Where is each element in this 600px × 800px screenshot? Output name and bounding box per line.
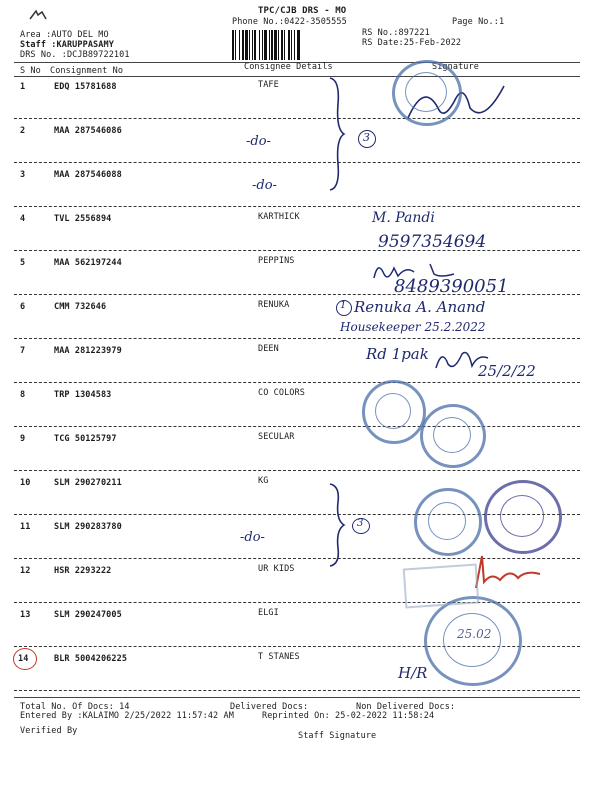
company-logo xyxy=(28,6,48,18)
entered-by: Entered By :KALAIMO 2/25/2022 11:57:42 AM xyxy=(20,711,234,721)
stamp-kg-1-inner-ring xyxy=(428,502,466,540)
row-sno: 10 xyxy=(20,478,31,488)
brace-note-bottom-text: 3 xyxy=(357,518,364,529)
row6-receiver-subnote: Housekeeper 25.2.2022 xyxy=(340,320,486,334)
stamp-co-colors xyxy=(362,380,426,444)
row-sno: 11 xyxy=(20,522,31,532)
row-consignment-no: MAA 287546088 xyxy=(54,170,122,180)
row-divider xyxy=(14,382,580,383)
stamp-elgi-date: 25.02 xyxy=(457,627,492,641)
barcode-bar xyxy=(271,30,273,60)
row-sno: 14 xyxy=(18,654,29,664)
brace-note-top-text: 3 xyxy=(363,131,370,144)
ditto-mark-row-2: -do- xyxy=(246,134,271,149)
row-consignment-no: TCG 50125797 xyxy=(54,434,117,444)
row-consignment-no: EDQ 15781688 xyxy=(54,82,117,92)
barcode-bar xyxy=(288,30,290,60)
row7-receiver-date: 25/2/22 xyxy=(478,362,536,380)
area-label: Area :AUTO DEL MO xyxy=(20,30,109,40)
row-consignee: TAFE xyxy=(258,80,279,90)
stamp-tafe xyxy=(392,60,462,126)
barcode-bar xyxy=(284,30,285,60)
brace-note-bottom xyxy=(352,518,370,534)
row-consignee: RENUKA xyxy=(258,300,290,310)
col-signature: Signature xyxy=(432,62,479,72)
row-consignment-no: SLM 290270211 xyxy=(54,478,122,488)
row-divider xyxy=(14,426,580,427)
ditto-mark-row-3: -do- xyxy=(252,178,277,193)
row7-signature xyxy=(432,344,492,374)
row-sno: 7 xyxy=(20,346,26,356)
barcode xyxy=(230,30,352,60)
staff-label: Staff :KARUPPASAMY xyxy=(20,40,114,50)
row-consignment-no: MAA 562197244 xyxy=(54,258,122,268)
row-consignment-no: TVL 2556894 xyxy=(54,214,112,224)
stamp-ur-kids xyxy=(403,563,480,608)
footer-rule xyxy=(14,697,580,698)
reprinted-on: Reprinted On: 25-02-2022 11:58:24 xyxy=(262,711,435,721)
barcode-bar xyxy=(278,30,279,60)
barcode-bar xyxy=(269,30,270,60)
barcode-bar xyxy=(252,30,253,60)
row-consignment-no: TRP 1304583 xyxy=(54,390,112,400)
row-divider xyxy=(14,690,580,691)
row7-receiver-note: Rd 1pak xyxy=(366,345,429,363)
barcode-bar xyxy=(297,30,300,60)
verified-by: Verified By xyxy=(20,726,78,736)
brace-note-top xyxy=(358,130,376,148)
row-consignment-no: MAA 287546086 xyxy=(54,126,122,136)
row-consignment-no: BLR 5004206225 xyxy=(54,654,128,664)
delivered-docs: Delivered Docs: xyxy=(230,702,309,712)
col-consignee: Consignee Details xyxy=(244,62,333,72)
row4-receiver-name: M. Pandi xyxy=(372,210,435,226)
row-consignment-no: SLM 290247005 xyxy=(54,610,122,620)
row-consignee: KG xyxy=(258,476,269,486)
row-consignment-no: MAA 281223979 xyxy=(54,346,122,356)
red-circle-mark xyxy=(13,648,37,670)
row12-red-signature xyxy=(470,552,550,592)
row-consignee: ELGI xyxy=(258,608,279,618)
row6-circled-number-text: 1 xyxy=(340,300,347,311)
row-sno: 4 xyxy=(20,214,26,224)
row6-receiver-note: Renuka A. Anand xyxy=(354,298,486,316)
stamp-kg-2-inner-ring xyxy=(500,495,544,537)
stamp-elgi xyxy=(424,596,522,686)
staff-signature-label: Staff Signature xyxy=(298,731,377,741)
row-consignment-no: HSR 2293222 xyxy=(54,566,112,576)
row-sno: 1 xyxy=(20,82,26,92)
barcode-bar xyxy=(242,30,244,60)
stamp-co-colors-inner-ring xyxy=(375,393,411,429)
row-sno: 8 xyxy=(20,390,26,400)
logo-mark-icon xyxy=(28,9,48,21)
phone-number: Phone No.:0422-3505555 xyxy=(232,17,347,27)
row-sno: 5 xyxy=(20,258,26,268)
barcode-bar xyxy=(262,30,263,60)
barcode-bar xyxy=(259,30,260,60)
row-consignee: KARTHICK xyxy=(258,212,300,222)
barcode-bar xyxy=(294,30,295,60)
barcode-bar xyxy=(264,30,267,60)
row-consignee: PEPPINS xyxy=(258,256,295,266)
col-sno: S No xyxy=(20,66,41,76)
row-consignee: CO COLORS xyxy=(258,388,305,398)
row-sno: 9 xyxy=(20,434,26,444)
row-consignee: DEEN xyxy=(258,344,279,354)
header-rule-bottom xyxy=(14,76,580,77)
rs-date: RS Date:25-Feb-2022 xyxy=(362,38,462,48)
row-consignee: UR KIDS xyxy=(258,564,295,574)
barcode-bar xyxy=(249,30,250,60)
page-number: Page No.:1 xyxy=(452,17,505,27)
barcode-bar xyxy=(281,30,283,60)
barcode-bar xyxy=(232,30,234,60)
barcode-bar xyxy=(235,30,236,60)
row-sno: 2 xyxy=(20,126,26,136)
row-consignee: SECULAR xyxy=(258,432,295,442)
row-sno: 13 xyxy=(20,610,31,620)
document-title: TPC/CJB DRS - MO xyxy=(258,6,347,16)
row-divider xyxy=(14,250,580,251)
row-sno: 3 xyxy=(20,170,26,180)
ditto-mark-row-11: -do- xyxy=(240,530,265,545)
row-sno: 6 xyxy=(20,302,26,312)
drs-number: DRS No. :DCJB89722101 xyxy=(20,50,130,60)
row-consignment-no: CMM 732646 xyxy=(54,302,107,312)
row-divider xyxy=(14,338,580,339)
barcode-bars xyxy=(230,30,352,60)
rs-number: RS No.:897221 xyxy=(362,28,430,38)
row14-receiver-note: H/R xyxy=(398,664,428,682)
stamp-kg-2 xyxy=(484,480,562,554)
row-divider xyxy=(14,206,580,207)
barcode-bar xyxy=(239,30,240,60)
row-consignee: T STANES xyxy=(258,652,300,662)
row-sno: 12 xyxy=(20,566,31,576)
barcode-bar xyxy=(274,30,277,60)
barcode-bar xyxy=(245,30,248,60)
row5-signature xyxy=(370,256,470,284)
stamp-secular xyxy=(420,404,486,468)
row-consignment-no: SLM 290283780 xyxy=(54,522,122,532)
row-divider xyxy=(14,162,580,163)
stamp-secular-inner-ring xyxy=(433,417,471,453)
col-consignment: Consignment No xyxy=(50,66,124,76)
non-delivered-docs: Non Delivered Docs: xyxy=(356,702,456,712)
barcode-bar xyxy=(254,30,256,60)
row-divider xyxy=(14,470,580,471)
stamp-tafe-inner-ring xyxy=(405,72,447,112)
total-docs: Total No. Of Docs: 14 xyxy=(20,702,130,712)
barcode-bar xyxy=(291,30,292,60)
row6-circled-number xyxy=(336,300,352,316)
stamp-kg-1 xyxy=(414,488,482,556)
row5-receiver-phone: 8489390051 xyxy=(394,276,509,297)
row4-receiver-phone: 9597354694 xyxy=(378,232,487,252)
